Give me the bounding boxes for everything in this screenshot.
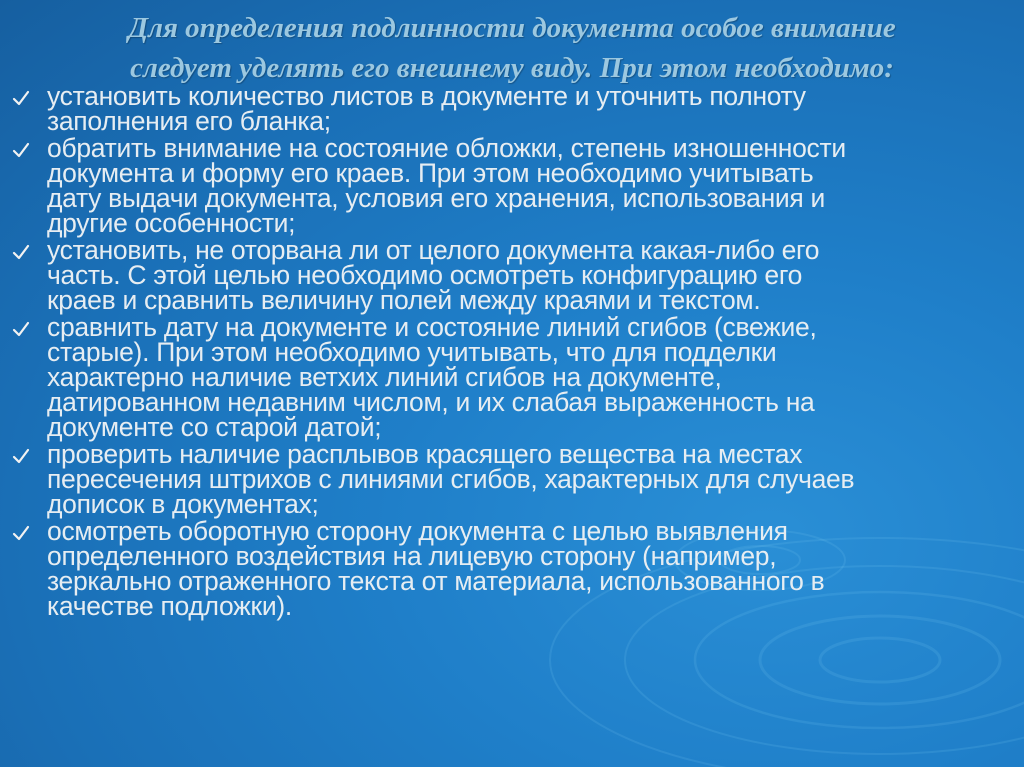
list-item-line: часть. С этой целью необходимо осмотреть конфигурацию его (47, 260, 803, 290)
list-item-line: установить, не оторвана ли от целого документа какая-либо его (47, 235, 820, 265)
slide-title-line-1: Для определения подлинности документа особое внимание (128, 12, 896, 44)
check-icon (12, 447, 30, 465)
list-item-line: определенного воздействия на лицевую сторону (например, (47, 541, 777, 571)
list-item-line: качестве подложки). (47, 591, 292, 621)
list-item-line: дату выдачи документа, условия его хранения, использования и (47, 183, 826, 213)
list-item-line: проверить наличие расплывов красящего вещества на местах (47, 439, 803, 469)
list-item (0, 516, 1000, 621)
check-icon (12, 524, 30, 542)
list-item-line: обратить внимание на состояние обложки, степень изношенности (47, 133, 846, 163)
list-item (0, 81, 1000, 136)
list-item-line: характерно наличие ветхих линий сгибов на документе, (47, 362, 722, 392)
list-item (0, 439, 1000, 519)
list-item-line: краев и сравнить величину полей между краями и текстом. (47, 285, 761, 315)
list-item (0, 133, 1000, 238)
list-item-line: документе со старой датой; (47, 412, 382, 442)
list-item (0, 312, 1000, 442)
list-item-line: старые). При этом необходимо учитывать, что для подделки (47, 337, 777, 367)
list-item-line: пересечения штрихов с линиями сгибов, характерных для случаев (47, 464, 855, 494)
list-item-line: зеркально отраженного текста от материала, использованного в (47, 566, 825, 596)
slide-title-line-2: следует уделять его внешнему виду. При этом необходимо: (130, 52, 894, 84)
check-icon (12, 320, 30, 338)
list-item-line: установить количество листов в документе и уточнить полноту (47, 81, 806, 111)
bullet-list (0, 81, 1000, 621)
check-icon (12, 89, 30, 107)
list-item-line: заполнения его бланка; (47, 106, 331, 136)
list-item-line: другие особенности; (47, 208, 296, 238)
list-item-line: осмотреть оборотную сторону документа с целью выявления (47, 516, 788, 546)
slide-title (30, 8, 994, 88)
list-item-line: документа и форму его краев. При этом необходимо учитывать (47, 158, 814, 188)
list-item-line: сравнить дату на документе и состояние линий сгибов (свежие, (47, 312, 817, 342)
list-item-line: датированном недавним числом, и их слабая выраженность на (47, 387, 815, 417)
check-icon (12, 243, 30, 261)
list-item (0, 235, 1000, 315)
check-icon (12, 141, 30, 159)
list-item-line: дописок в документах; (47, 489, 319, 519)
